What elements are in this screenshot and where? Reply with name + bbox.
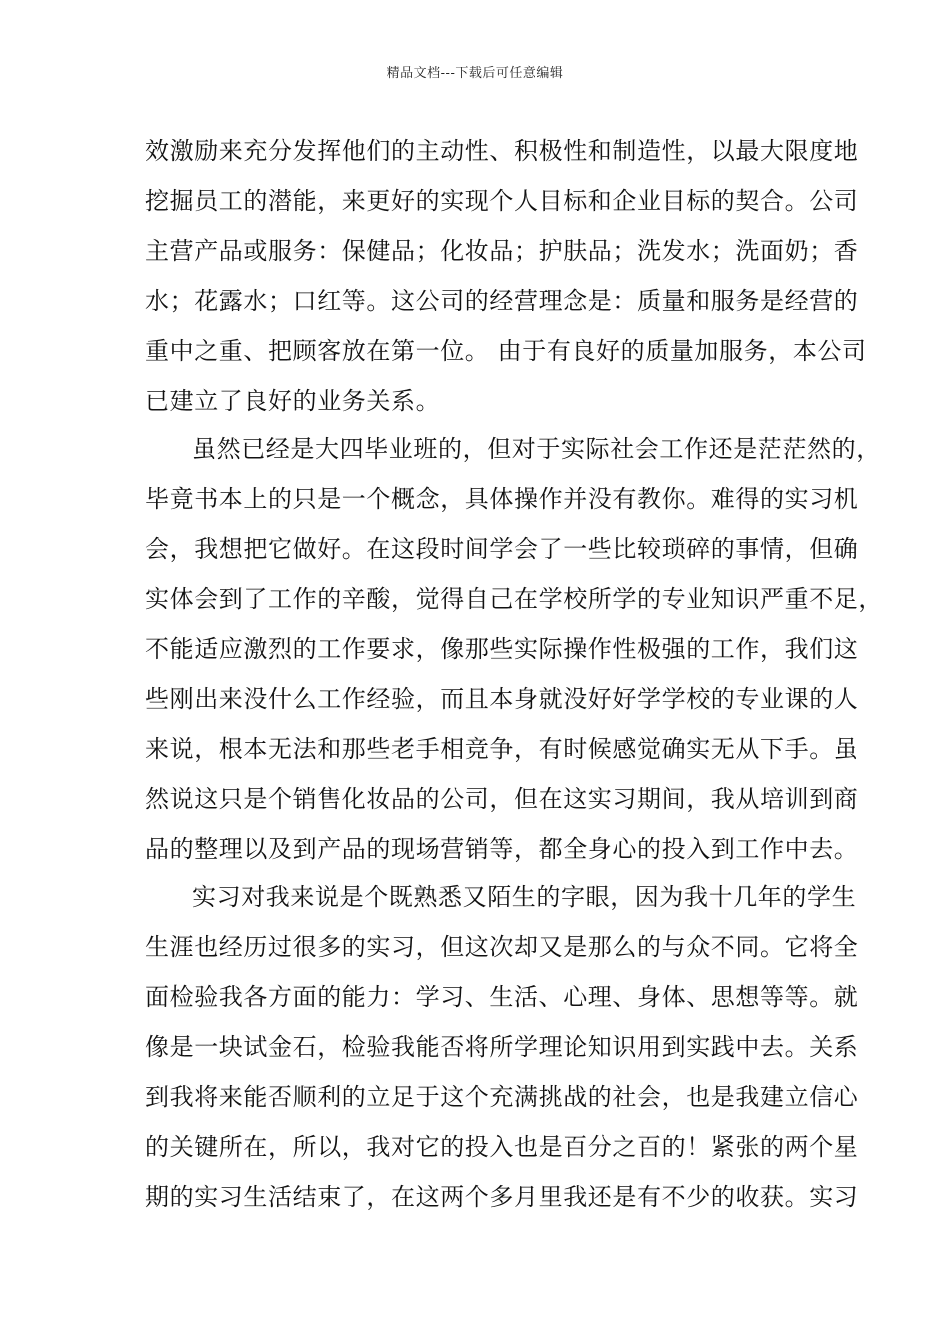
text-line: 会，我想把它做好。在这段时间学会了一些比较琐碎的事情，但确: [145, 535, 859, 563]
text-line: 然说这只是个销售化妆品的公司，但在这实习期间，我从培训到商: [145, 785, 859, 813]
text-line: 期的实习生活结束了，在这两个多月里我还是有不少的收获。实习: [145, 1183, 859, 1211]
text-line: 面检验我各方面的能力：学习、生活、心理、身体、思想等等。就: [145, 983, 859, 1011]
text-line: 挖掘员工的潜能，来更好的实现个人目标和企业目标的契合。公司: [145, 187, 859, 215]
text-line: 已建立了良好的业务关系。: [145, 387, 441, 415]
text-line: 水；花露水；口红等。这公司的经营理念是：质量和服务是经营的: [145, 287, 859, 315]
text-line: 毕竟书本上的只是一个概念，具体操作并没有教你。难得的实习机: [145, 485, 859, 513]
text-line: 生涯也经历过很多的实习，但这次却又是那么的与众不同。它将全: [145, 933, 859, 961]
text-line: 重中之重、把顾客放在第一位。 由于有良好的质量加服务，本公司: [145, 337, 867, 365]
text-line: 来说，根本无法和那些老手相竞争，有时候感觉确实无从下手。虽: [145, 735, 859, 763]
text-line: 效激励来充分发挥他们的主动性、积极性和制造性，以最大限度地: [145, 137, 859, 165]
text-line: 到我将来能否顺利的立足于这个充满挑战的社会，也是我建立信心: [145, 1083, 859, 1111]
text-line: 品的整理以及到产品的现场营销等，都全身心的投入到工作中去。: [145, 835, 859, 863]
page-header: 精品文档---下载后可任意编辑: [386, 66, 564, 81]
paragraph-first-line: 虽然已经是大四毕业班的，但对于实际社会工作还是茫茫然的，: [192, 435, 881, 463]
text-line: 些刚出来没什么工作经验，而且本身就没好好学学校的专业课的人: [145, 685, 859, 713]
text-line: 实体会到了工作的辛酸，觉得自己在学校所学的专业知识严重不足，: [145, 585, 883, 613]
text-line: 主营产品或服务：保健品；化妆品；护肤品；洗发水；洗面奶；香: [145, 237, 859, 265]
paragraph-first-line: 实习对我来说是个既熟悉又陌生的字眼，因为我十几年的学生: [192, 883, 857, 911]
text-line: 不能适应激烈的工作要求，像那些实际操作性极强的工作，我们这: [145, 635, 859, 663]
text-line: 的关键所在，所以，我对它的投入也是百分之百的！紧张的两个星: [145, 1133, 859, 1161]
text-line: 像是一块试金石，检验我能否将所学理论知识用到实践中去。关系: [145, 1033, 859, 1061]
